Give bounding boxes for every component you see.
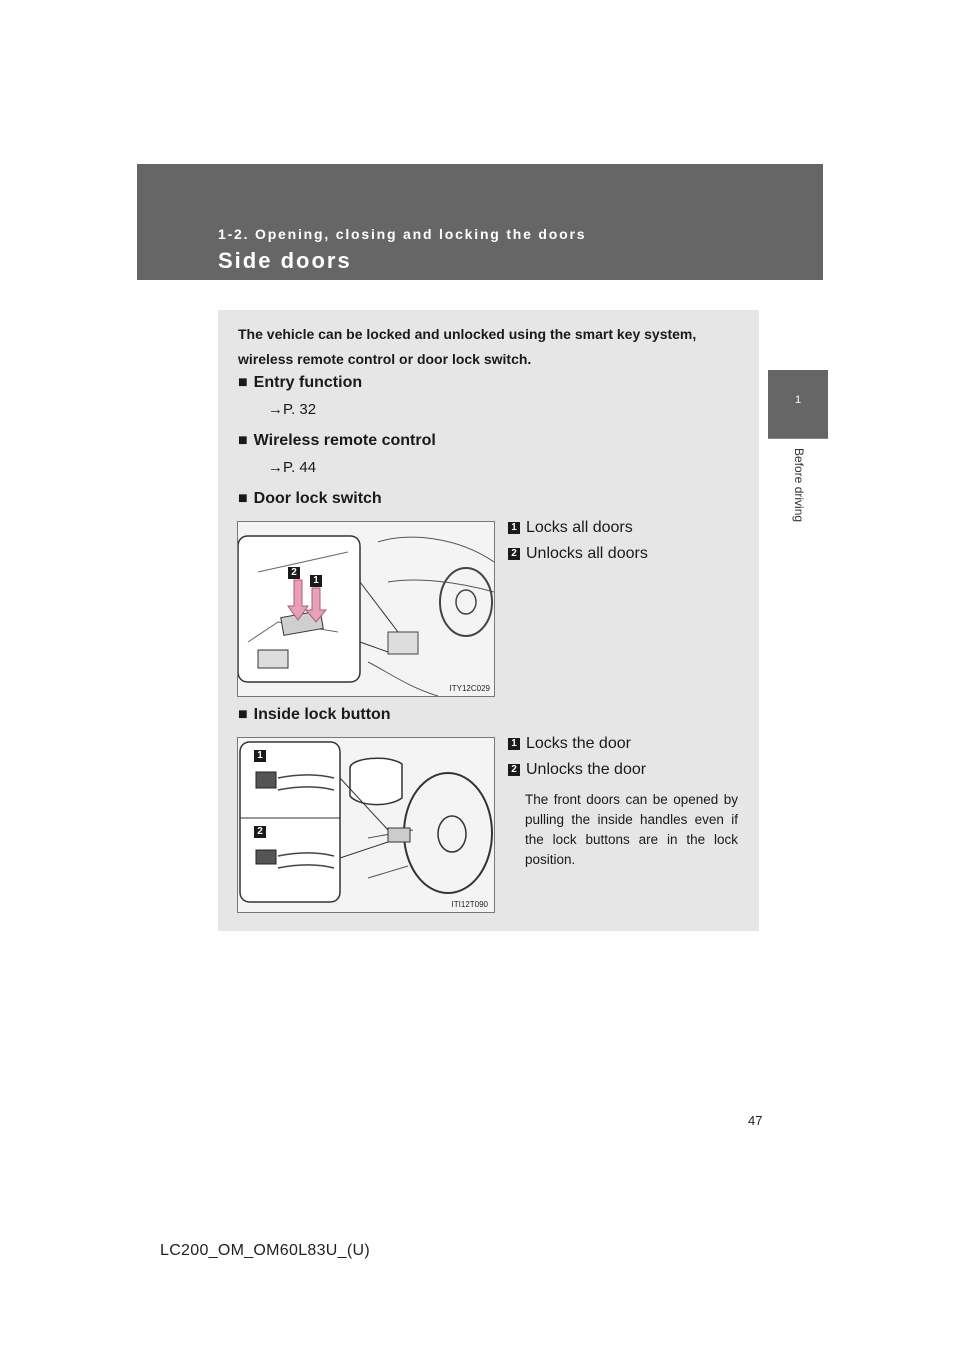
chapter-number: 1 [794,394,802,406]
page-number: 47 [748,1113,763,1128]
figure-code: ITI12T090 [451,900,488,909]
square-bullet-icon: ■ [238,432,248,449]
figure-label-2: 2 [254,826,266,838]
square-bullet-icon: ■ [238,374,248,391]
door-lock-switch-illustration [238,522,494,696]
figure-label-2: 2 [288,567,300,579]
chapter-tab-divider [768,438,828,439]
callout-number: 1 [508,522,520,534]
callout-locks-all-doors: 1 Locks all doors [508,519,633,537]
chapter-tab[interactable] [768,370,828,438]
callout-number: 2 [508,548,520,560]
chapter-label: Before driving [792,448,806,523]
inside-lock-button-figure [237,737,495,913]
intro-text: The vehicle can be locked and unlocked using the smart key system, wireless remote control or door lock switch. [238,326,697,367]
figure-label-1: 1 [254,750,266,762]
section-label: 1-2. Opening, closing and locking the doors [218,226,587,242]
callout-number: 2 [508,764,520,776]
wireless-remote-page-ref[interactable]: →P. 44 [268,459,317,476]
door-lock-switch-heading: ■ Door lock switch [238,490,382,507]
callout-unlocks-all-doors: 2 Unlocks all doors [508,545,648,563]
document-id: LC200_OM_OM60L83U_(U) [160,1242,370,1259]
inside-lock-button-heading: ■ Inside lock button [238,706,391,723]
callout-locks-the-door: 1 Locks the door [508,735,631,753]
door-lock-switch-figure [237,521,495,697]
callout-unlocks-the-door: 2 Unlocks the door [508,761,646,779]
inside-lock-button-illustration [238,738,494,912]
entry-function-heading: ■ Entry function [238,374,363,391]
page-title: Side doors [218,248,352,273]
square-bullet-icon: ■ [238,490,248,507]
entry-function-page-ref[interactable]: →P. 32 [268,401,317,418]
figure-label-1: 1 [310,575,322,587]
figure-code: ITY12C029 [449,684,490,693]
callout-number: 1 [508,738,520,750]
wireless-remote-heading: ■ Wireless remote control [238,432,436,449]
inside-handle-note: The front doors can be opened by pulling the inside handles even if the lock buttons are in the lock position. [525,792,738,867]
square-bullet-icon: ■ [238,706,248,723]
